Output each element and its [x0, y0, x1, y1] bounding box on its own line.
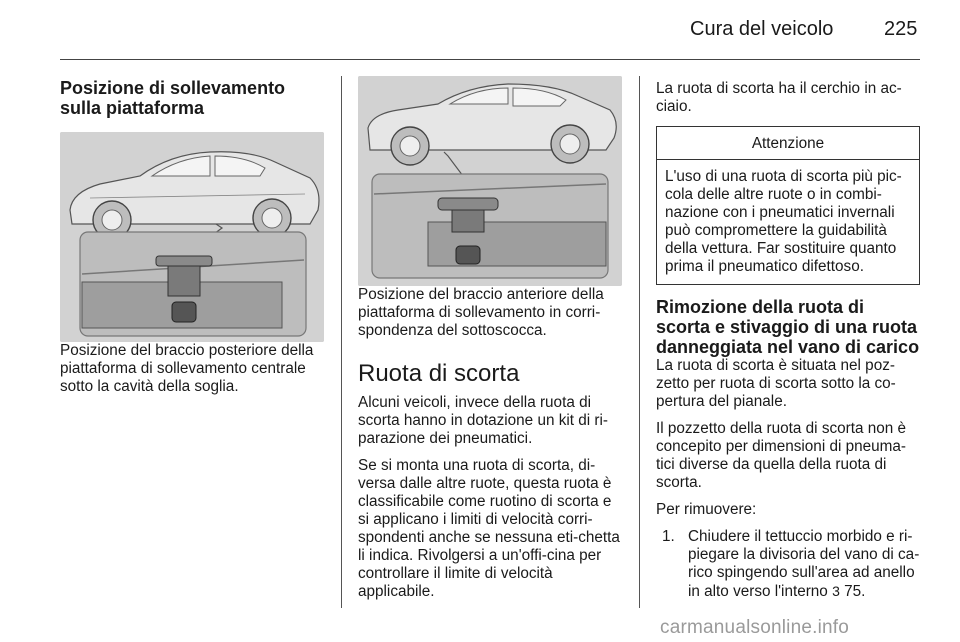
page-header-title: Cura del veicolo — [690, 18, 834, 40]
warning-box — [656, 126, 920, 285]
column-1 — [60, 78, 324, 405]
header-divider — [60, 59, 920, 60]
column-2 — [358, 76, 622, 610]
watermark-text: carmanualsonline.info — [660, 617, 850, 638]
page-ref-arrow-icon[interactable]: 3 — [832, 583, 840, 599]
paragraph-well-size: Il pozzetto della ruota di scorta non è concepito per dimensioni di pneuma-tici diverse da quella della ruota di scorta. — [656, 420, 907, 491]
column-3 — [656, 80, 920, 601]
list-item — [662, 528, 920, 601]
paragraph-spare-kit: Alcuni veicoli, invece della ruota di scorta hanno in dotazione un kit di ri-parazione dei pneumatici. — [358, 394, 608, 447]
removal-steps — [656, 528, 920, 601]
warning-title: Attenzione — [657, 127, 919, 160]
warning-body: L'uso di una ruota di scorta più pic-cola delle altre ruote o in combi-nazione con i pneumatici invernali può compromettere la guidabilità della vettura. Far sostituire quanto prima il pneumatico difettoso. — [665, 168, 902, 275]
column-divider-1 — [341, 76, 342, 608]
step-number: 1. — [662, 528, 675, 545]
paragraph-spare-location: La ruota di scorta è situata nel poz-zetto per ruota di scorta sotto la co-pertura del pianale. — [656, 357, 896, 410]
paragraph-spare-speed: Se si monta una ruota di scorta, di-versa dalle altre ruote, questa ruota è classificabile come ruotino di scorta e si applicano i limiti di velocità corri-spondenti anche se nessuna eti-chetta li indica. Rivolgersi a un'offi-cina per controllare il limite di velocità applicabile. — [358, 457, 620, 600]
section-title-spare-wheel: Ruota di scorta — [358, 360, 520, 387]
page-number: 225 — [884, 18, 918, 40]
section-heading-lift-position: Posizione di sollevamento sulla piattaforma — [60, 78, 286, 118]
figure-caption-rear: Posizione del braccio posteriore della piattaforma di sollevamento centrale sotto la cavità della soglia. — [60, 342, 314, 395]
section-heading-spare-removal: Rimozione della ruota di scorta e stivaggio di una ruota danneggiata nel vano di carico — [656, 297, 920, 357]
car-rear-lift-point-illustration — [60, 132, 324, 342]
car-front-lift-point-illustration — [358, 76, 622, 286]
step-text: Chiudere il tettuccio morbido e ri-piegare la divisoria del vano di ca-rico spingendo sull'area ad anello in alto verso l'interno — [688, 528, 920, 600]
paragraph-to-remove: Per rimuovere: — [656, 501, 757, 518]
figure-caption-front: Posizione del braccio anteriore della piattaforma di sollevamento in corri-spondenza del sottoscocca. — [358, 286, 604, 339]
paragraph-steel-rim: La ruota di scorta ha il cerchio in ac-ciaio. — [656, 80, 902, 115]
page-ref-number[interactable]: 75. — [844, 583, 866, 600]
column-divider-2 — [639, 76, 640, 608]
